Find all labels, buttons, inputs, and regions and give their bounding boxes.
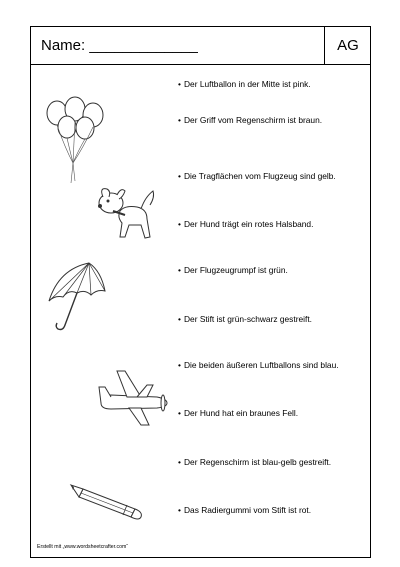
bullet-icon: • <box>178 360 181 370</box>
worksheet <box>30 26 371 538</box>
bullet-icon: • <box>178 457 181 467</box>
ag-label: AG <box>337 37 359 54</box>
bullet-icon: • <box>178 79 181 89</box>
footer-credit: Erstellt mit „www.wordsheetcrafter.com“ <box>37 544 129 550</box>
statement-item: • Der Griff vom Regenschirm ist braun. <box>178 115 323 125</box>
statement-item: • Die Tragflächen vom Flugzeug sind gelb. <box>178 171 336 181</box>
name-field-label: Name: _____________ <box>41 37 198 54</box>
bullet-icon: • <box>178 505 181 515</box>
pencil-icon <box>69 479 149 524</box>
statement-item: • Der Luftballon in der Mitte ist pink. <box>178 79 311 89</box>
airplane-icon <box>97 367 171 432</box>
statement-item: • Der Hund hat ein braunes Fell. <box>178 408 299 418</box>
statement-item: • Die beiden äußeren Luftballons sind blau. <box>178 360 339 370</box>
umbrella-icon <box>45 259 107 340</box>
statement-item: • Der Stift ist grün-schwarz gestreift. <box>178 314 312 324</box>
dog-icon <box>95 181 157 250</box>
bullet-icon: • <box>178 219 181 229</box>
bullet-icon: • <box>178 115 181 125</box>
statement-item: • Der Flugzeugrumpf ist grün. <box>178 265 288 275</box>
statement-item: • Das Radiergummi vom Stift ist rot. <box>178 505 312 515</box>
bullet-icon: • <box>178 314 181 324</box>
balloons-icon <box>45 93 105 193</box>
bullet-icon: • <box>178 265 181 275</box>
bullet-icon: • <box>178 171 181 181</box>
bullet-icon: • <box>178 408 181 418</box>
statement-item: • Der Regenschirm ist blau-gelb gestreift. <box>178 457 332 467</box>
worksheet-body <box>30 65 371 558</box>
statement-item: • Der Hund trägt ein rotes Halsband. <box>178 219 314 229</box>
header-box <box>30 26 371 65</box>
